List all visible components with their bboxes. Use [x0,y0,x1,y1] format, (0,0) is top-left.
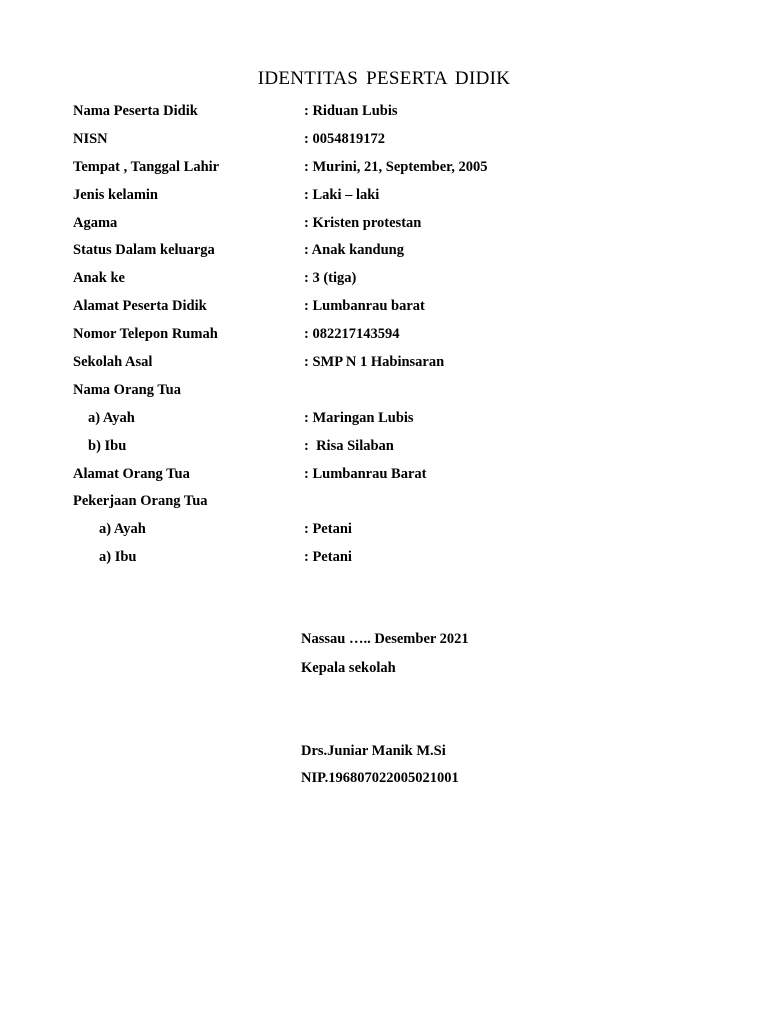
row-alamat-orang-tua [73,463,693,491]
field-label: Alamat Peserta Didik [73,298,207,315]
identity-list [73,100,693,574]
field-label: Pekerjaan Orang Tua [73,493,208,510]
field-label: Tempat , Tanggal Lahir [73,158,220,175]
field-label: Alamat Orang Tua [73,465,190,482]
signature-position: Kepala sekolah [301,660,396,676]
field-value: : 3 (tiga) [304,270,357,287]
field-label: Jenis kelamin [73,186,158,203]
field-value: : Petani [304,549,352,566]
field-label: a) Ayah [99,521,146,538]
row-tempat-tanggal-lahir [73,156,693,184]
field-value: : Maringan Lubis [304,409,414,426]
field-value: : Risa Silaban [304,437,394,454]
field-label: a) Ibu [99,549,137,566]
row-nomor-telepon-rumah [73,323,693,351]
field-value: : Kristen protestan [304,214,422,231]
row-nisn [73,128,693,156]
row-nama-ibu [73,435,693,463]
field-value: : Anak kandung [304,242,404,259]
signature-place-date: Nassau ….. Desember 2021 [301,631,469,647]
field-value: : Petani [304,521,352,538]
field-label: Anak ke [73,270,125,287]
field-value: : Lumbanrau barat [304,298,425,315]
row-pekerjaan-ayah [73,518,693,546]
row-status-dalam-keluarga [73,239,693,267]
field-label: NISN [73,130,108,147]
row-jenis-kelamin [73,184,693,212]
field-value: : 082217143594 [304,326,400,343]
field-value: : Lumbanrau Barat [304,465,427,482]
row-sekolah-asal [73,351,693,379]
field-label: b) Ibu [88,437,127,454]
row-pekerjaan-ibu [73,546,693,574]
field-value: : Murini, 21, September, 2005 [304,158,488,175]
field-label: Nomor Telepon Rumah [73,326,218,343]
row-pekerjaan-orang-tua [73,490,693,518]
field-label: Agama [73,214,118,231]
field-value: : 0054819172 [304,130,385,147]
field-label: Status Dalam keluarga [73,242,215,259]
field-label: Nama Peserta Didik [73,103,198,119]
row-nama-peserta-didik [73,100,693,128]
field-value: : Laki – laki [304,186,380,203]
row-agama [73,212,693,240]
signature-nip: NIP.196807022005021001 [301,770,459,786]
field-value: : SMP N 1 Habinsaran [304,354,445,371]
field-value: : Riduan Lubis [304,103,398,119]
row-anak-ke [73,267,693,295]
signature-name: Drs.Juniar Manik M.Si [301,743,446,759]
document-title: IDENTITAS PESERTA DIDIK [257,68,511,89]
row-nama-ayah [73,407,693,435]
field-label: Sekolah Asal [73,354,153,371]
row-alamat-peserta-didik [73,295,693,323]
field-label: a) Ayah [88,409,135,426]
row-nama-orang-tua [73,379,693,407]
field-label: Nama Orang Tua [73,381,181,398]
